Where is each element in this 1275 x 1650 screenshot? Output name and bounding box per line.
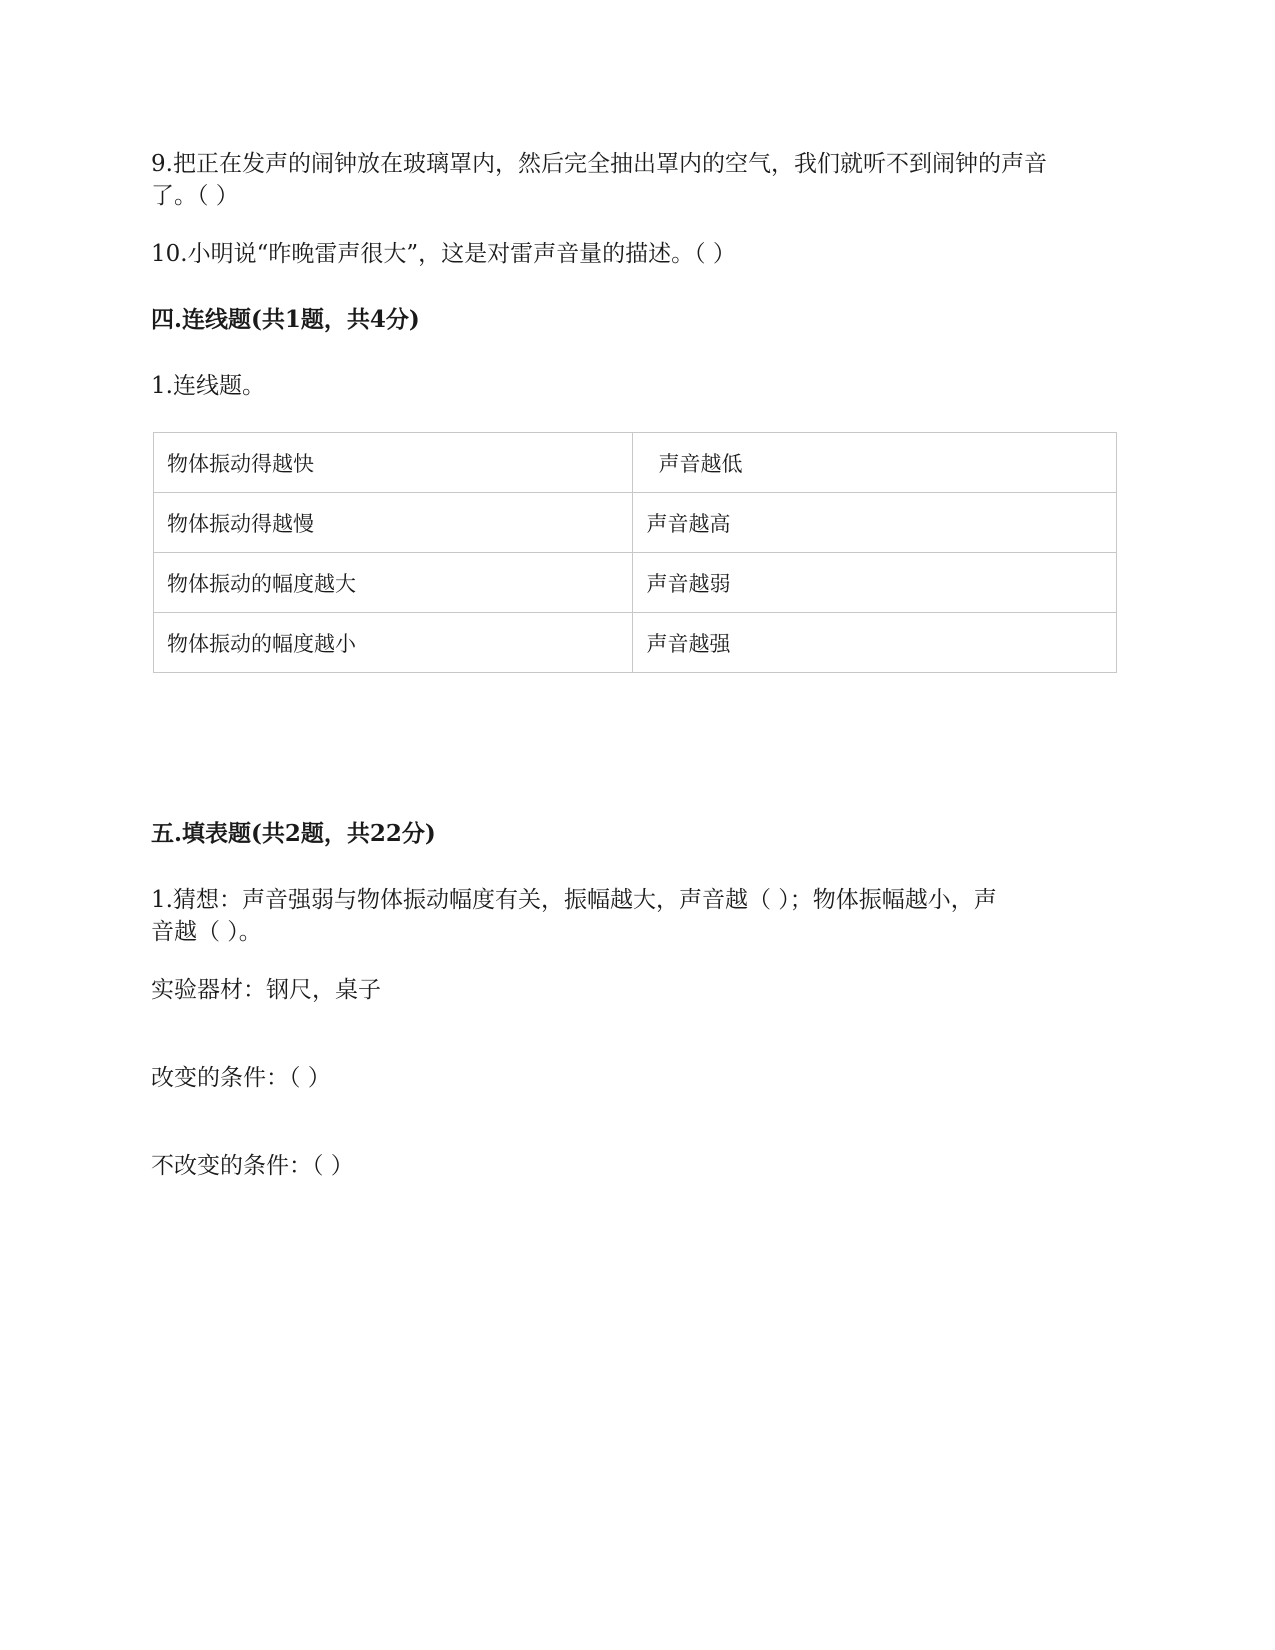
table-cell-right: 声音越低 xyxy=(633,433,1117,493)
table-row xyxy=(154,433,1117,493)
unchanged-condition-line: 不改变的条件：（ ） xyxy=(151,1153,354,1179)
question-10: 10.小明说“昨晚雷声很大”，这是对雷声音量的描述。（ ） xyxy=(151,241,736,267)
section-5-heading: 五.填表题(共2题，共22分) xyxy=(151,820,436,847)
table-cell-right: 声音越强 xyxy=(633,613,1117,673)
table-cell-left: 物体振动得越慢 xyxy=(154,493,633,553)
section-5-question-1 xyxy=(151,884,1131,948)
question-9-line-1: 9.把正在发声的闹钟放在玻璃罩内，然后完全抽出罩内的空气，我们就听不到闹钟的声音 xyxy=(151,151,1047,177)
question-9 xyxy=(151,148,1131,212)
section-5-question-1-line-2: 音越（ ）。 xyxy=(151,919,262,945)
table-cell-right: 声音越高 xyxy=(633,493,1117,553)
table-cell-left: 物体振动的幅度越大 xyxy=(154,553,633,613)
question-9-line-2: 了。（ ） xyxy=(151,183,239,209)
section-4-heading: 四.连线题(共1题，共4分) xyxy=(151,306,420,333)
table-cell-right: 声音越弱 xyxy=(633,553,1117,613)
table-cell-left: 物体振动的幅度越小 xyxy=(154,613,633,673)
materials-line: 实验器材：钢尺，桌子 xyxy=(151,977,381,1003)
table-row xyxy=(154,613,1117,673)
section-4-question-1: 1.连线题。 xyxy=(151,373,265,399)
changed-condition-line: 改变的条件：（ ） xyxy=(151,1065,331,1091)
table-row xyxy=(154,493,1117,553)
table-row xyxy=(154,553,1117,613)
table-cell-left: 物体振动得越快 xyxy=(154,433,633,493)
matching-table xyxy=(153,432,1117,673)
section-5-question-1-line-1: 1.猜想：声音强弱与物体振动幅度有关，振幅越大，声音越（ ）；物体振幅越小，声 xyxy=(151,887,997,913)
